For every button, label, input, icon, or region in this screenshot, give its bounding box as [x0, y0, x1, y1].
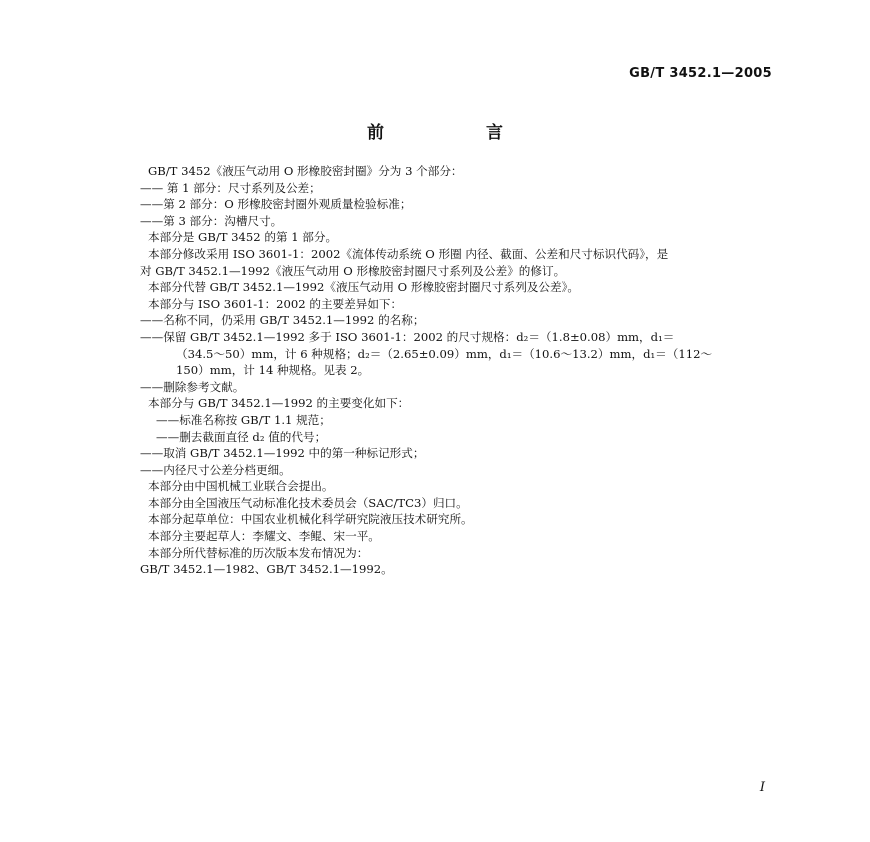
- list-item-change: ——内径尺寸公差分档更细。: [140, 462, 291, 477]
- list-item-part-1: —— 第 1 部分：尺寸系列及公差；: [140, 180, 321, 195]
- paragraph-adoption-cont: 对 GB/T 3452.1—1992《液压气动用 O 形橡胶密封圈尺寸系列及公差》的修订。: [140, 263, 566, 278]
- paragraph-drafters: 本部分主要起草人：李耀文、李鲲、宋一平。: [148, 529, 380, 544]
- list-item-difference-cont: 150）mm，计 14 种规格。见表 2。: [176, 363, 370, 378]
- page-number: I: [759, 780, 765, 795]
- list-item-difference-cont: （34.5～50）mm，计 6 种规格；d₂＝（2.65±0.09）mm，d₁＝（10.6～13.2）mm，d₁＝（112～: [176, 346, 713, 361]
- list-item-change: ——标准名称按 GB/T 1.1 规范；: [156, 412, 331, 427]
- list-item-change: ——取消 GB/T 3452.1—1992 中的第一种标记形式；: [140, 446, 425, 461]
- list-item-difference: ——名称不同，仍采用 GB/T 3452.1—1992 的名称；: [140, 313, 425, 328]
- list-item-change: ——删去截面直径 d₂ 值的代号；: [156, 429, 327, 444]
- paragraph-intro: GB/T 3452《液压气动用 O 形橡胶密封圈》分为 3 个部分：: [148, 164, 463, 178]
- paragraph-adoption: 本部分修改采用 ISO 3601-1：2002《流体传动系统 O 形圈 内径、截面、公差和尺寸标识代码》，是: [148, 246, 669, 261]
- standard-number: GB/T 3452.1—2005: [629, 66, 772, 81]
- paragraph-drafting-unit: 本部分起草单位：中国农业机械化科学研究院液压技术研究所。: [148, 512, 473, 527]
- list-item-difference: ——保留 GB/T 3452.1—1992 多于 ISO 3601-1：2002 的尺寸规格：d₂＝（1.8±0.08）mm，d₁＝: [140, 329, 675, 344]
- paragraph-proposer: 本部分由中国机械工业联合会提出。: [148, 479, 334, 494]
- page-title: 前 言: [367, 123, 551, 143]
- paragraph-history-versions: GB/T 3452.1—1982、GB/T 3452.1—1992。: [140, 562, 393, 577]
- list-item-part-2: ——第 2 部分：O 形橡胶密封圈外观质量检验标准；: [140, 197, 412, 212]
- paragraph-changes: 本部分与 GB/T 3452.1—1992 的主要变化如下：: [148, 396, 410, 411]
- paragraph-replaces: 本部分代替 GB/T 3452.1—1992《液压气动用 O 形橡胶密封圈尺寸系列及公差》。: [148, 280, 579, 295]
- document-body: [140, 163, 785, 578]
- paragraph-part-statement: 本部分是 GB/T 3452 的第 1 部分。: [148, 230, 338, 245]
- paragraph-committee: 本部分由全国液压气动标准化技术委员会（SAC/TC3）归口。: [148, 495, 468, 510]
- list-item-part-3: ——第 3 部分：沟槽尺寸。: [140, 213, 283, 228]
- paragraph-history: 本部分所代替标准的历次版本发布情况为：: [148, 545, 369, 560]
- list-item-difference: ——删除参考文献。: [140, 379, 245, 394]
- paragraph-differences: 本部分与 ISO 3601-1：2002 的主要差异如下：: [148, 296, 403, 311]
